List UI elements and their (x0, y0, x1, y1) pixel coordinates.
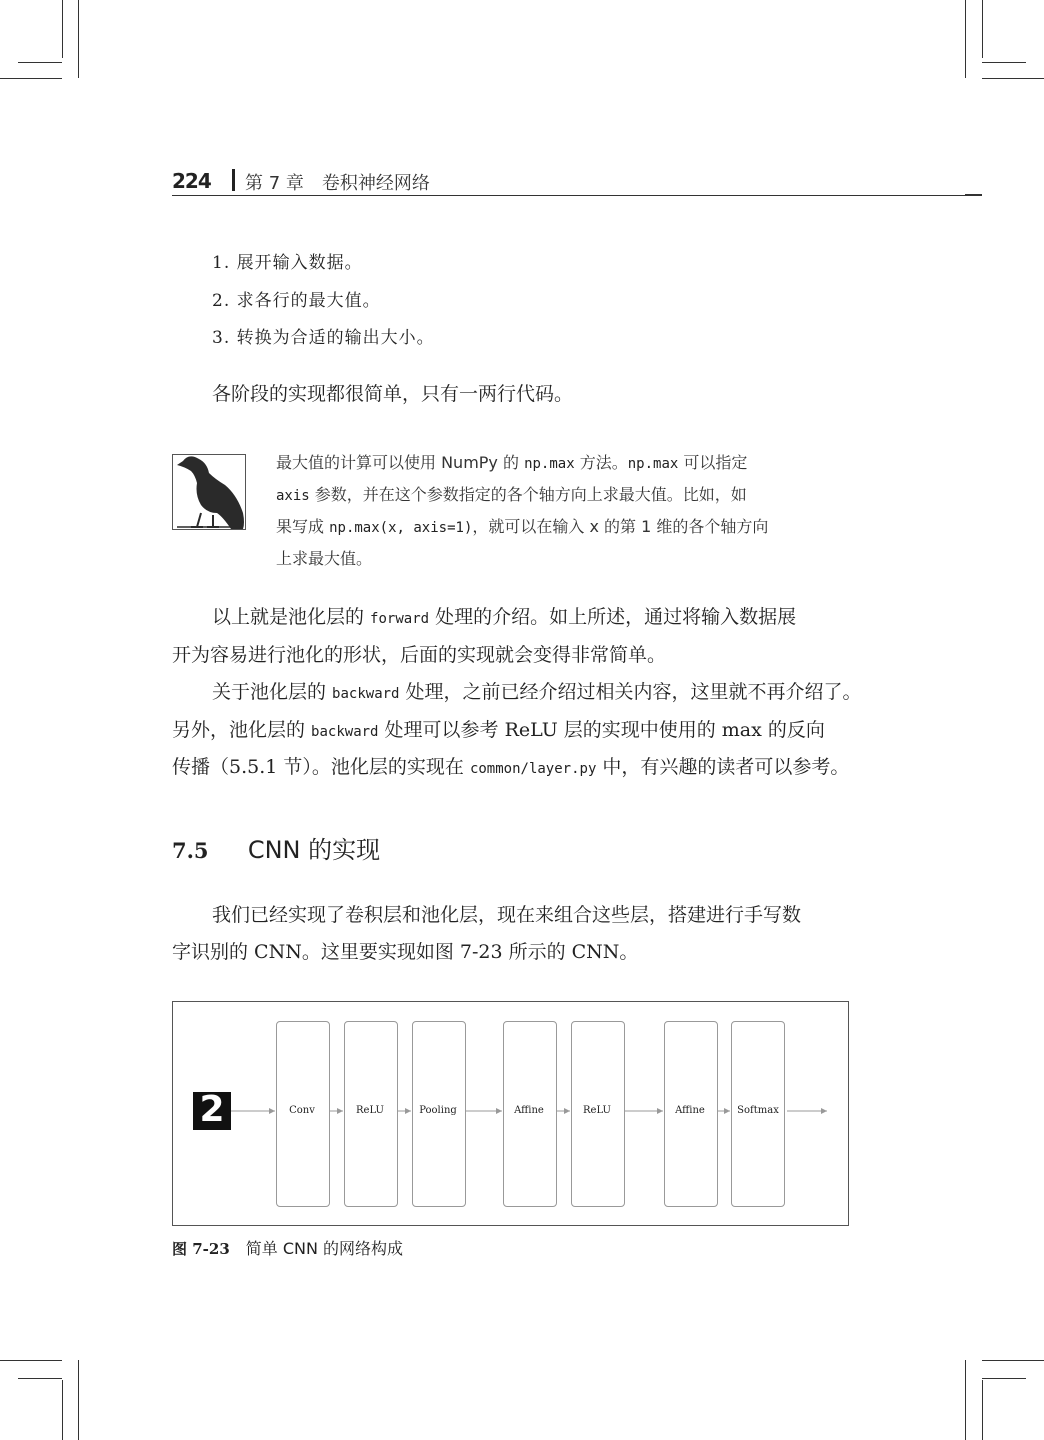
paragraph-line: 关于池化层的 backward 处理，之前已经介绍过相关内容，这里就不再介绍了。 (212, 681, 862, 703)
step-item: 3. 转换为合适的输出大小。 (212, 328, 435, 348)
paragraph-line: 以上就是池化层的 forward 处理的介绍。如上所述，通过将输入数据展 (212, 606, 797, 628)
note-line: 最大值的计算可以使用 NumPy 的 np.max 方法。np.max 可以指定 (276, 453, 748, 472)
note-line: axis 参数，并在这个参数指定的各个轴方向上求最大值。比如，如 (276, 485, 747, 504)
layer-label-relu: ReLU (583, 1105, 611, 1116)
inline-code: backward (332, 686, 400, 702)
note-line: 上求最大值。 (276, 549, 373, 568)
running-header (172, 167, 982, 196)
section-title: CNN 的实现 (247, 836, 381, 864)
paragraph-line: 字识别的 CNN。这里要实现如图 7-23 所示的 CNN。 (172, 941, 639, 963)
paragraph-line: 另外，池化层的 backward 处理可以参考 ReLU 层的实现中使用的 max 的反向 (172, 719, 825, 741)
inline-code: np.max (627, 456, 679, 472)
inline-code: backward (311, 724, 379, 740)
paragraph-line: 传播（5.5.1 节）。池化层的实现在 common/layer.py 中，有兴趣的读者可以参考。 (172, 756, 850, 778)
inline-code: forward (370, 611, 430, 627)
layer-label-relu: ReLU (356, 1105, 384, 1116)
step-item: 1. 展开输入数据。 (212, 253, 363, 273)
paragraph-line: 我们已经实现了卷积层和池化层，现在来组合这些层，搭建进行手写数 (212, 904, 802, 926)
digit-label: 2 (199, 1089, 225, 1130)
crow-icon (172, 454, 246, 530)
section-number: 7.5 (172, 838, 209, 863)
header-divider (232, 169, 235, 191)
figure-caption (172, 1236, 403, 1259)
caption-text: 简单 CNN 的网络构成 (245, 1239, 404, 1258)
inline-code: axis (276, 488, 310, 504)
step-item: 2. 求各行的最大值。 (212, 291, 381, 311)
summary-text: 各阶段的实现都很简单，只有一两行代码。 (212, 383, 574, 405)
inline-code: common/layer.py (469, 761, 597, 777)
figure-id: 图 7-23 (172, 1240, 230, 1258)
page-number: 224 (172, 169, 211, 193)
note-line: 果写成 np.max(x, axis=1)，就可以在输入 x 的第 1 维的各个轴方向 (276, 517, 769, 536)
layer-label-affine: Affine (675, 1105, 705, 1116)
section-heading (172, 830, 380, 865)
inline-code: np.max(x, axis=1) (329, 520, 473, 536)
paragraph-line: 开为容易进行池化的形状，后面的实现就会变得非常简单。 (172, 644, 667, 666)
input-digit-image (193, 1089, 231, 1130)
inline-code: np.max (524, 456, 575, 472)
header-rule-tick (965, 194, 982, 195)
layer-label-conv: Conv (289, 1105, 315, 1116)
layer-label-pooling: Pooling (419, 1105, 457, 1116)
layer-label-softmax: Softmax (737, 1105, 779, 1116)
chapter-title: 第 7 章 卷积神经网络 (245, 173, 430, 194)
cnn-diagram (172, 1001, 849, 1226)
layer-label-affine: Affine (514, 1105, 544, 1116)
